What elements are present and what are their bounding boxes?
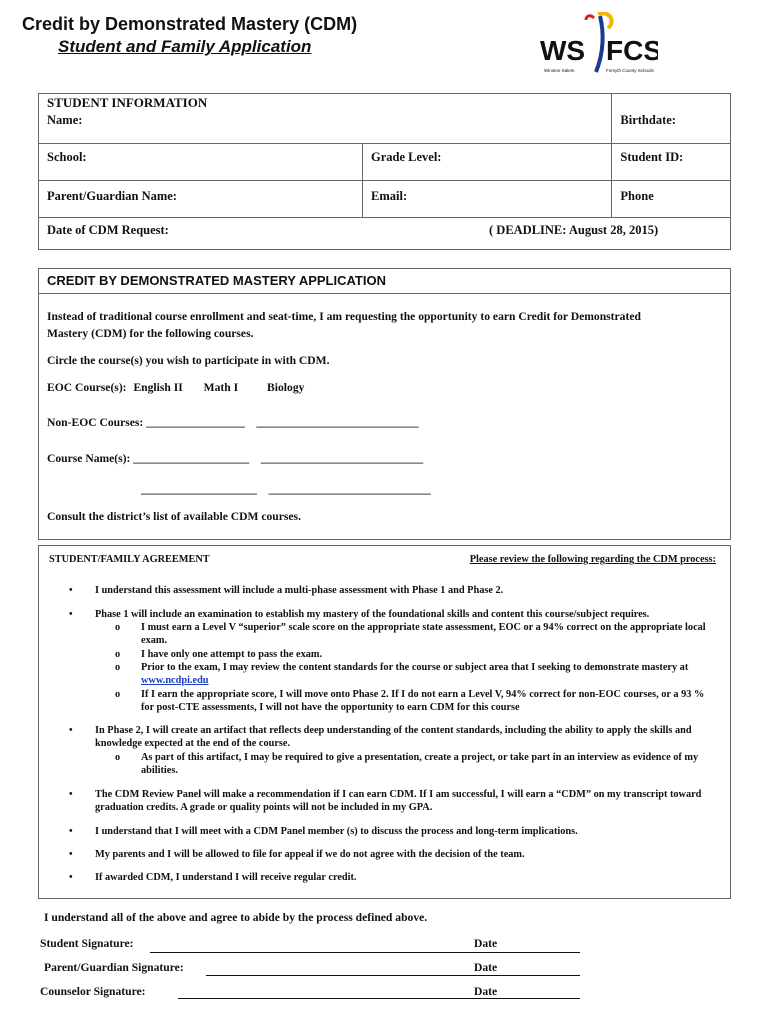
eoc-course-biology[interactable]: Biology: [267, 381, 305, 394]
parent-date-label: Date: [474, 961, 498, 974]
logo-caption-left: Winston-Salem: [544, 68, 575, 73]
review-note: Please review the following regarding the CDM process:: [469, 554, 716, 565]
student-info-heading: STUDENT INFORMATION: [47, 95, 208, 110]
bullet-icon: •: [69, 826, 73, 837]
form-title: Credit by Demonstrated Mastery (CDM): [22, 14, 358, 34]
student-signature-line[interactable]: [150, 952, 580, 953]
student-info-table: [38, 93, 731, 250]
name-field[interactable]: Name:: [47, 113, 83, 127]
eoc-course-english-ii[interactable]: English II: [133, 381, 183, 394]
student-signature-label: Student Signature:: [40, 937, 134, 950]
agreement-item-text: The CDM Review Panel will make a recommendation if I can earn CDM. If I am successful, I will earn a “CDM” on my transcript toward graduation credits. A grade or quality points will not be included in my GPA.: [95, 789, 702, 813]
form-subtitle: Student and Family Application: [58, 37, 312, 56]
agreement-subitem-text: I have only one attempt to pass the exam.: [141, 649, 323, 660]
logo-caption-right: Forsyth County Schools: [606, 68, 654, 73]
eoc-course-math-i[interactable]: Math I: [203, 381, 239, 394]
email-field[interactable]: Email:: [371, 189, 408, 203]
application-intro-line-1: Instead of traditional course enrollment and seat-time, I am requesting the opportunity to earn Credit for Demonstrated: [47, 310, 641, 323]
circle-bullet-icon: o: [115, 689, 121, 700]
counselor-date-label: Date: [474, 985, 498, 998]
agreement-item-text: My parents and I will be allowed to file for appeal if we do not agree with the decision of the team.: [95, 849, 525, 860]
agreement-item-text: In Phase 2, I will create an artifact that reflects deep understanding of the content standards, including the ability to apply the skills and knowledge expected at the end of the course.: [95, 725, 692, 749]
parent-signature-label: Parent/Guardian Signature:: [44, 961, 184, 974]
bullet-icon: •: [69, 872, 73, 883]
application-intro-line-2: Mastery (CDM) for the following courses.: [47, 327, 254, 340]
cdm-request-date-field[interactable]: Date of CDM Request:: [47, 223, 169, 237]
agreement-subitem-text: If I earn the appropriate score, I will move onto Phase 2. If I do not earn a Level V, 94% correct for non-EOC courses, or a 93 % for post-CTE assessments, I will not have the opportunity to earn CDM for this course: [141, 689, 705, 713]
logo-fcs: FCS: [606, 35, 658, 66]
birthdate-field[interactable]: Birthdate:: [620, 113, 676, 127]
circle-bullet-icon: o: [115, 662, 121, 673]
agreement-statement: I understand all of the above and agree to abide by the process defined above.: [44, 911, 428, 924]
school-field[interactable]: School:: [47, 150, 87, 164]
course-names-field-2[interactable]: ____________________ ____________________________: [141, 483, 431, 496]
wsfcs-logo: [538, 12, 658, 78]
application-heading: CREDIT BY DEMONSTRATED MASTERY APPLICATION: [39, 269, 730, 294]
grade-level-field[interactable]: Grade Level:: [371, 150, 442, 164]
student-family-agreement-section: [38, 545, 731, 899]
circle-bullet-icon: o: [115, 622, 121, 633]
student-date-label: Date: [474, 937, 498, 950]
consult-note: Consult the district’s list of available CDM courses.: [47, 510, 301, 523]
counselor-signature-line[interactable]: [178, 998, 580, 999]
agreement-subitem-text: As part of this artifact, I may be required to give a presentation, create a project, or take part in an interview as evidence of my abilities.: [141, 752, 699, 776]
agreement-item-text: If awarded CDM, I understand I will receive regular credit.: [95, 872, 357, 883]
deadline-note: ( DEADLINE: August 28, 2015): [489, 223, 659, 237]
ncdpi-link[interactable]: www.ncdpi.edu: [141, 675, 209, 686]
agreement-subitem-text: I must earn a Level V “superior” scale score on the appropriate state assessment, EOC or a 94% correct on the appropriate local exam.: [141, 622, 706, 646]
parent-signature-line[interactable]: [206, 975, 580, 976]
cdm-application-section: [38, 268, 731, 540]
bullet-icon: •: [69, 789, 73, 800]
parent-guardian-field[interactable]: Parent/Guardian Name:: [47, 189, 177, 203]
course-names-field[interactable]: Course Name(s): ____________________ ____________________________: [47, 452, 424, 465]
agreement-subitem-text-part: Prior to the exam, I may review the content standards for the course or subject area that I seeking to demonstrate mastery at: [141, 662, 689, 673]
bullet-icon: •: [69, 725, 73, 736]
circle-instruction: Circle the course(s) you wish to participate in with CDM.: [47, 354, 330, 367]
phone-field[interactable]: Phone: [620, 189, 654, 203]
circle-bullet-icon: o: [115, 649, 121, 660]
eoc-courses-row: [47, 379, 304, 396]
agreement-item-text: I understand this assessment will include a multi-phase assessment with Phase 1 and Phase 2.: [95, 585, 504, 596]
eoc-courses-label: EOC Course(s):: [47, 381, 127, 394]
agreement-item-text: I understand that I will meet with a CDM Panel member (s) to discuss the process and long-term implications.: [95, 826, 578, 837]
non-eoc-courses-field[interactable]: Non-EOC Courses: _________________ ____________________________: [47, 416, 419, 429]
bullet-icon: •: [69, 585, 73, 596]
student-id-field[interactable]: Student ID:: [620, 150, 684, 164]
logo-ws: WS: [540, 35, 586, 66]
agreement-subitem-text: [141, 661, 707, 687]
counselor-signature-label: Counselor Signature:: [40, 985, 146, 998]
bullet-icon: •: [69, 849, 73, 860]
bullet-icon: •: [69, 609, 73, 620]
agreement-heading: STUDENT/FAMILY AGREEMENT: [49, 554, 210, 565]
circle-bullet-icon: o: [115, 752, 121, 763]
agreement-item-text: Phase 1 will include an examination to establish my mastery of the foundational skills and content this course/subject requires.: [95, 609, 650, 620]
